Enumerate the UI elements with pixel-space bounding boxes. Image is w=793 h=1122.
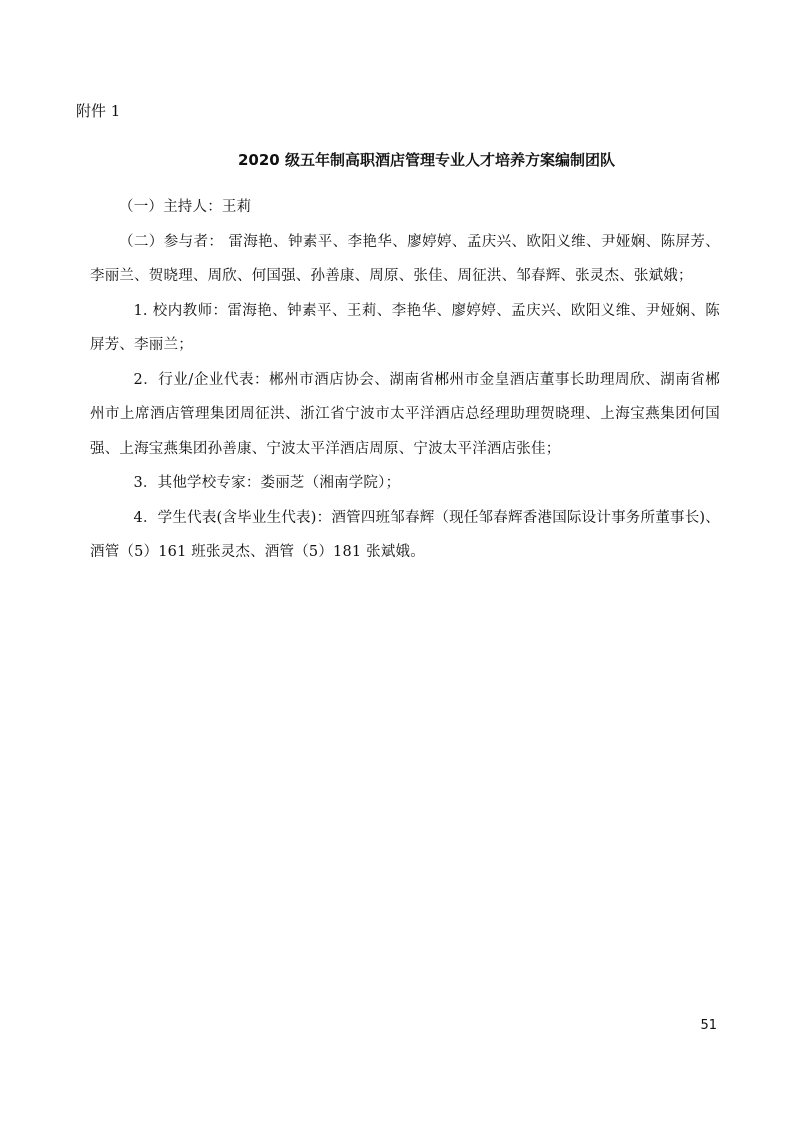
document-body — [90, 190, 720, 570]
student-representatives-paragraph: 4．学生代表(含毕业生代表)：酒管四班邹春辉（现任邹春辉香港国际设计事务所董事长)、酒管（5）161 班张灵杰、酒管（5）181 张斌娥。 — [90, 509, 720, 560]
document-title: 2020 级五年制高职酒店管理专业人才培养方案编制团队 — [238, 151, 615, 169]
attachment-label: 附件 1 — [76, 102, 121, 120]
participants-paragraph: （二）参与者： 雷海艳、钟素平、李艳华、廖婷婷、孟庆兴、欧阳义维、尹娅娴、陈屏芳、李丽兰、贺晓理、周欣、何国强、孙善康、周原、张佳、周征洪、邹春辉、张灵杰、张斌娥； — [90, 233, 720, 284]
page-number: 51 — [700, 1018, 717, 1033]
industry-representatives-paragraph: 2．行业/企业代表：郴州市酒店协会、湖南省郴州市金皇酒店董事长助理周欣、湖南省郴州市上席酒店管理集团周征洪、浙江省宁波市太平洋酒店总经理助理贺晓理、上海宝燕集团何国强、上海宝燕集团孙善康、宁波太平洋酒店周原、宁波太平洋酒店张佳； — [90, 371, 720, 457]
other-school-experts-paragraph: 3．其他学校专家：娄丽芝（湘南学院）； — [133, 475, 401, 491]
school-teachers-paragraph: 1. 校内教师：雷海艳、钟素平、王莉、李艳华、廖婷婷、孟庆兴、欧阳义维、尹娅娴、陈屏芳、李丽兰； — [90, 302, 720, 353]
host-paragraph: （一）主持人：王莉 — [119, 199, 252, 215]
